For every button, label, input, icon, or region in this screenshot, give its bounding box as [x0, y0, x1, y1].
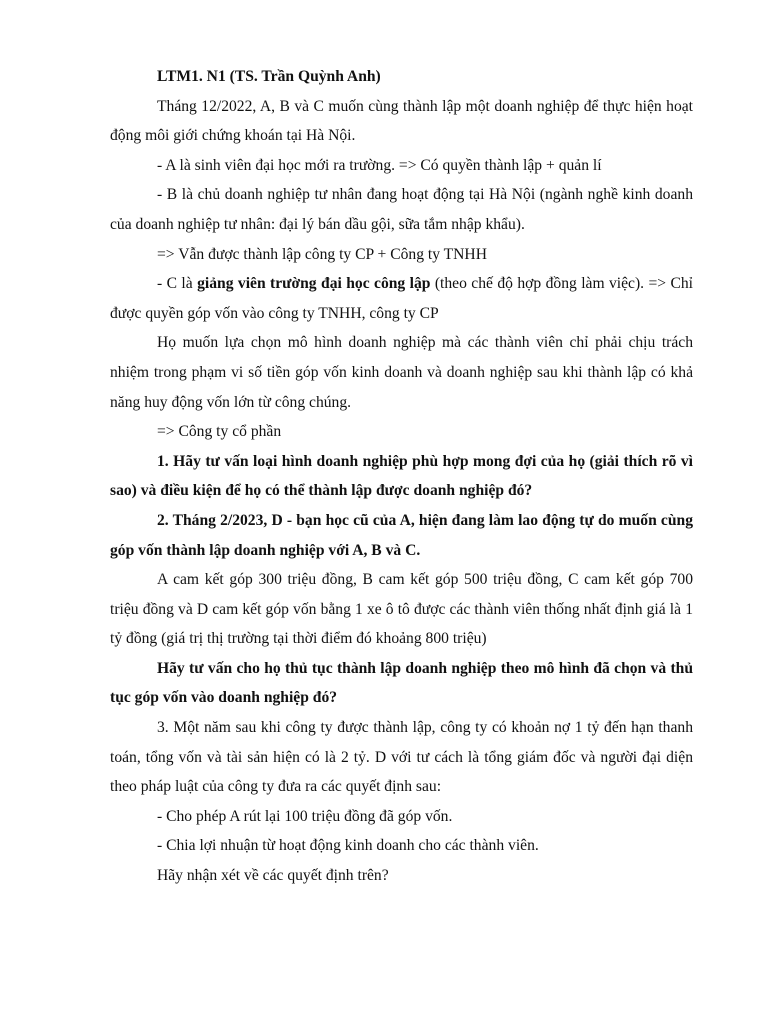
- decision-2: - Chia lợi nhuận từ hoạt động kinh doanh cho các thành viên.: [157, 837, 539, 855]
- question-2: 2. Tháng 2/2023, D - bạn học cũ của A, hiện đang làm lao động tự do muốn cùng góp vốn thành lập doanh nghiệp với A, B và C.: [110, 511, 693, 559]
- paragraph-requirement: Họ muốn lựa chọn mô hình doanh nghiệp mà các thành viên chỉ phải chịu trách nhiệm trong phạm vi số tiền góp vốn kinh doanh và doanh nghiệp sau khi thành lập có khả năng huy động vốn lớn từ công chúng.: [110, 334, 693, 411]
- paragraph-c-prefix: - C là: [157, 275, 198, 293]
- paragraph-c-bold: giảng viên trường đại học công lập: [197, 275, 431, 293]
- document-heading: LTM1. N1 (TS. Trần Quỳnh Anh): [157, 68, 381, 85]
- paragraph-contributions: A cam kết góp 300 triệu đồng, B cam kết góp 500 triệu đồng, C cam kết góp 700 triệu đồng và D cam kết góp vốn bằng 1 xe ô tô được các thành viên thống nhất định giá là 1 tỷ đồng (giá trị thị trường tại thời điểm đó khoảng 800 triệu): [110, 571, 693, 648]
- question-1: 1. Hãy tư vấn loại hình doanh nghiệp phù hợp mong đợi của họ (giải thích rõ vì sao) và điều kiện để họ có thể thành lập được doanh nghiệp đó?: [110, 452, 693, 500]
- paragraph-intro: Tháng 12/2022, A, B và C muốn cùng thành lập một doanh nghiệp để thực hiện hoạt động môi giới chứng khoán tại Hà Nội.: [110, 97, 693, 145]
- paragraph-requirement-conclusion: => Công ty cổ phần: [157, 423, 282, 441]
- document-body: [110, 62, 693, 891]
- question-3-task: Hãy nhận xét về các quyết định trên?: [157, 867, 389, 885]
- paragraph-b-conclusion: => Vẫn được thành lập công ty CP + Công ty TNHH: [157, 245, 487, 263]
- paragraph-c: [110, 269, 693, 328]
- question-3: 3. Một năm sau khi công ty được thành lập, công ty có khoản nợ 1 tỷ đến hạn thanh toán, tổng vốn và tài sản hiện có là 2 tỷ. D với tư cách là tổng giám đốc và người đại diện theo pháp luật của công ty đưa ra các quyết định sau:: [110, 719, 693, 796]
- question-2-task: Hãy tư vấn cho họ thủ tục thành lập doanh nghiệp theo mô hình đã chọn và thủ tục góp vốn vào doanh nghiệp đó?: [110, 659, 693, 707]
- paragraph-c-suffix: (theo chế độ hợp đồng làm việc). => Chỉ được quyền góp vốn vào công ty TNHH, công ty CP: [110, 275, 693, 322]
- paragraph-a: - A là sinh viên đại học mới ra trường. => Có quyền thành lập + quản lí: [157, 156, 602, 174]
- paragraph-b: - B là chủ doanh nghiệp tư nhân đang hoạt động tại Hà Nội (ngành nghề kinh doanh của doanh nghiệp tư nhân: đại lý bán dầu gội, sữa tắm nhập khẩu).: [110, 186, 693, 233]
- decision-1: - Cho phép A rút lại 100 triệu đồng đã góp vốn.: [157, 807, 453, 825]
